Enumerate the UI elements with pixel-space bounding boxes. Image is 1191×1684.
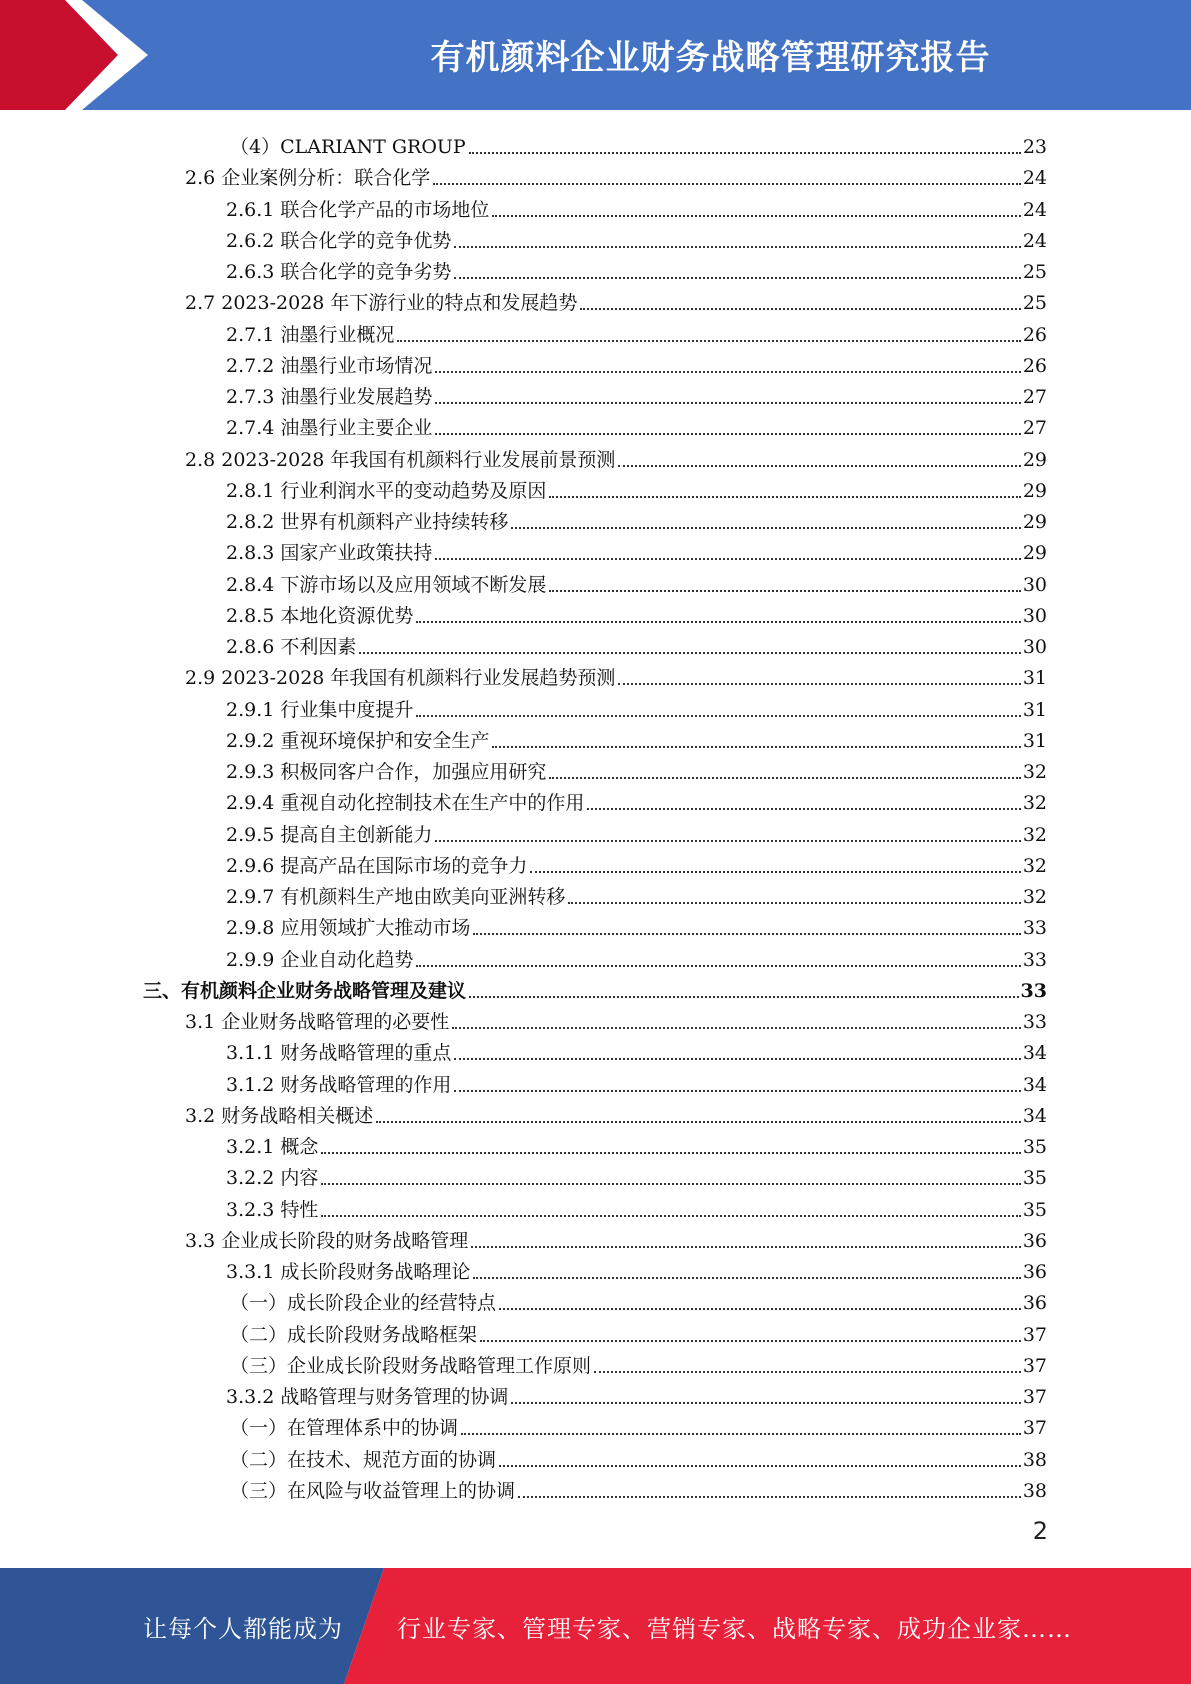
toc-entry-label: 2.9.5 提高自主创新能力 [226, 823, 433, 846]
toc-entry-page: 27 [1022, 386, 1047, 408]
toc-entry[interactable] [226, 597, 1047, 628]
toc-entry-label: （三）在风险与收益管理上的协调 [230, 1479, 516, 1502]
toc-entry[interactable] [226, 753, 1047, 784]
toc-dot-leader [376, 1120, 1021, 1123]
toc-dot-leader [530, 870, 1020, 873]
toc-entry-page: 30 [1022, 604, 1047, 627]
toc-dot-leader [549, 589, 1020, 592]
toc-entry-page: 32 [1022, 886, 1047, 908]
toc-entry-label: 3.1.2 财务战略管理的作用 [226, 1073, 452, 1096]
toc-entry[interactable] [226, 1253, 1047, 1284]
document-title: 有机颜料企业财务战略管理研究报告 [430, 37, 991, 78]
toc-entry-label: 2.8.4 下游市场以及应用领域不断发展 [226, 573, 547, 596]
toc-entry-label: 2.6.2 联合化学的竞争优势 [226, 229, 452, 252]
toc-entry-page: 37 [1022, 1323, 1047, 1346]
footer-slogan-left: 让每个人都能成为 [143, 1614, 343, 1643]
toc-entry-page: 24 [1022, 198, 1047, 221]
toc-entry-page: 37 [1022, 1417, 1047, 1440]
toc-entry-label: 2.6.3 联合化学的竞争劣势 [226, 261, 452, 283]
toc-entry-label: （三）企业成长阶段财务战略管理工作原则 [230, 1354, 592, 1377]
toc-entry[interactable] [226, 347, 1047, 378]
toc-dot-leader [454, 1089, 1020, 1092]
toc-entry[interactable] [185, 284, 1047, 315]
toc-dot-leader [469, 151, 1021, 154]
toc-entry-page: 34 [1022, 1073, 1047, 1096]
toc-entry[interactable] [226, 253, 1047, 284]
toc-entry-page: 24 [1022, 167, 1047, 190]
toc-entry[interactable] [226, 784, 1047, 815]
toc-entry-label: 2.8.1 行业利润水平的变动趋势及原因 [226, 479, 547, 502]
toc-dot-leader [416, 964, 1020, 967]
toc-dot-leader [499, 1307, 1021, 1310]
toc-entry[interactable] [226, 503, 1047, 534]
toc-entry[interactable] [226, 472, 1047, 503]
toc-dot-leader [435, 839, 1020, 842]
toc-entry[interactable] [226, 1159, 1047, 1190]
toc-entry-label: 2.8.5 本地化资源优势 [226, 604, 414, 627]
toc-entry-page: 31 [1022, 667, 1047, 690]
toc-entry-label: （4）CLARIANT GROUP [230, 136, 466, 158]
toc-entry[interactable] [226, 816, 1047, 847]
toc-dot-leader [618, 682, 1020, 685]
toc-entry-page: 34 [1022, 1042, 1047, 1065]
toc-entry-label: 三、有机颜料企业财务战略管理及建议 [143, 979, 467, 1002]
toc-entry-label: 2.9 2023-2028 年我国有机颜料行业发展趋势预测 [185, 667, 616, 690]
toc-dot-leader [568, 901, 1020, 904]
toc-entry[interactable] [185, 1097, 1047, 1128]
toc-dot-leader [454, 276, 1020, 279]
footer-banner [0, 1568, 1191, 1684]
toc-entry-page: 33 [1022, 917, 1047, 940]
toc-entry-page: 31 [1022, 698, 1047, 721]
toc-entry-page: 37 [1022, 1354, 1047, 1377]
toc-entry[interactable] [230, 1409, 1047, 1440]
toc-dot-leader [471, 1245, 1021, 1248]
toc-dot-leader [594, 1370, 1021, 1373]
toc-entry-label: 2.8.3 国家产业政策扶持 [226, 542, 433, 565]
toc-entry[interactable] [230, 1316, 1047, 1347]
toc-entry-page: 32 [1022, 823, 1047, 846]
toc-entry-page: 29 [1022, 479, 1047, 502]
toc-entry-label: 2.9.2 重视环境保护和安全生产 [226, 729, 490, 752]
toc-dot-leader [461, 1432, 1021, 1435]
toc-dot-leader [469, 995, 1019, 998]
toc-entry-page: 38 [1022, 1479, 1047, 1502]
toc-entry-label: 2.9.4 重视自动化控制技术在生产中的作用 [226, 792, 585, 815]
toc-entry[interactable] [226, 847, 1047, 878]
toc-entry-page: 35 [1022, 1136, 1047, 1158]
toc-entry-label: 2.9.7 有机颜料生产地由欧美向亚洲转移 [226, 886, 566, 908]
toc-entry-page: 33 [1022, 948, 1047, 971]
toc-entry[interactable] [226, 722, 1047, 753]
toc-entry-page: 37 [1022, 1386, 1047, 1408]
toc-entry[interactable] [230, 1284, 1047, 1315]
toc-entry-label: 3.2.1 概念 [226, 1136, 319, 1158]
toc-entry[interactable] [226, 1034, 1047, 1065]
toc-dot-leader [452, 1026, 1021, 1029]
toc-entry[interactable] [226, 409, 1047, 440]
toc-entry[interactable] [230, 1441, 1047, 1472]
toc-entry-page: 33 [1020, 979, 1047, 1002]
toc-entry[interactable] [226, 878, 1047, 909]
toc-entry[interactable] [226, 1378, 1047, 1409]
toc-dot-leader [321, 1151, 1020, 1154]
toc-entry-label: 2.9.1 行业集中度提升 [226, 698, 414, 721]
toc-entry-label: （二）在技术、规范方面的协调 [230, 1448, 497, 1471]
toc-dot-leader [321, 1214, 1020, 1217]
toc-dot-leader [492, 745, 1020, 748]
toc-entry-page: 30 [1022, 573, 1047, 596]
toc-entry-page: 26 [1022, 323, 1047, 346]
toc-entry-page: 32 [1022, 792, 1047, 815]
toc-entry-label: 3.1 企业财务战略管理的必要性 [185, 1011, 450, 1033]
toc-entry-label: 2.6 企业案例分析：联合化学 [185, 167, 431, 190]
toc-dot-leader [492, 214, 1020, 217]
toc-entry-page: 38 [1022, 1448, 1047, 1471]
toc-entry-page: 36 [1022, 1229, 1047, 1252]
toc-dot-leader [549, 495, 1020, 498]
toc-dot-leader [397, 339, 1020, 342]
toc-dot-leader [454, 245, 1020, 248]
toc-entry[interactable] [226, 534, 1047, 565]
toc-entry-page: 23 [1022, 136, 1047, 158]
toc-entry-page: 30 [1022, 636, 1047, 658]
toc-dot-leader [518, 1495, 1021, 1498]
toc-entry-page: 32 [1022, 854, 1047, 877]
toc-entry-page: 33 [1022, 1011, 1047, 1033]
page-number: 2 [1032, 1517, 1048, 1545]
toc-entry[interactable] [185, 441, 1047, 472]
toc-entry[interactable] [226, 191, 1047, 222]
toc-entry-label: 2.9.3 积极同客户合作，加强应用研究 [226, 761, 547, 783]
toc-dot-leader [435, 401, 1020, 404]
toc-dot-leader [473, 932, 1020, 935]
toc-dot-leader [473, 1276, 1020, 1279]
toc-entry-page: 27 [1022, 417, 1047, 440]
toc-dot-leader [499, 1464, 1021, 1467]
toc-entry-label: 2.7.1 油墨行业概况 [226, 323, 395, 346]
toc-entry[interactable] [226, 691, 1047, 722]
toc-dot-leader [359, 651, 1020, 654]
toc-entry[interactable] [226, 1066, 1047, 1097]
toc-entry-page: 31 [1022, 729, 1047, 752]
toc-entry-label: （一）在管理体系中的协调 [230, 1417, 459, 1440]
toc-entry[interactable] [230, 1347, 1047, 1378]
toc-entry-label: 2.7.2 油墨行业市场情况 [226, 354, 433, 377]
toc-entry-label: 3.2.2 内容 [226, 1167, 319, 1190]
toc-entry-label: 2.7 2023-2028 年下游行业的特点和发展趋势 [185, 292, 578, 315]
toc-dot-leader [433, 182, 1021, 185]
toc-entry-page: 29 [1022, 542, 1047, 565]
toc-dot-leader [454, 1057, 1020, 1060]
toc-dot-leader [435, 370, 1020, 373]
toc-dot-leader [416, 714, 1020, 717]
toc-dot-leader [321, 1182, 1020, 1185]
toc-entry[interactable] [230, 128, 1047, 159]
header-arrow-icon [0, 0, 160, 110]
toc-entry-label: 3.3.2 战略管理与财务管理的协调 [226, 1386, 509, 1408]
toc-entry-page: 25 [1022, 261, 1047, 283]
toc-entry[interactable] [185, 159, 1047, 190]
toc-entry-label: 2.8.6 不利因素 [226, 636, 357, 658]
toc-entry-page: 25 [1022, 292, 1047, 315]
toc-entry[interactable] [226, 316, 1047, 347]
toc-dot-leader [511, 1401, 1020, 1404]
toc-entry[interactable] [226, 378, 1047, 409]
toc-entry-label: 2.7.3 油墨行业发展趋势 [226, 386, 433, 408]
header-banner [0, 0, 1191, 110]
toc-dot-leader [587, 807, 1020, 810]
toc-entry[interactable] [226, 566, 1047, 597]
toc-entry[interactable] [226, 1128, 1047, 1159]
toc-dot-leader [549, 776, 1020, 779]
toc-entry-label: 3.3 企业成长阶段的财务战略管理 [185, 1229, 469, 1252]
toc-entry-label: 3.2.3 特性 [226, 1198, 319, 1221]
toc-entry-page: 29 [1022, 448, 1047, 471]
toc-entry-label: 2.9.8 应用领域扩大推动市场 [226, 917, 471, 940]
toc-entry-page: 29 [1022, 511, 1047, 533]
toc-dot-leader [618, 464, 1020, 467]
toc-entry-label: （二）成长阶段财务战略框架 [230, 1323, 478, 1346]
toc-dot-leader [416, 620, 1020, 623]
toc-entry[interactable] [226, 628, 1047, 659]
toc-entry-page: 34 [1022, 1104, 1047, 1127]
toc-entry-label: 2.9.6 提高产品在国际市场的竞争力 [226, 854, 528, 877]
toc-entry-label: 2.9.9 企业自动化趋势 [226, 948, 414, 971]
toc-dot-leader [580, 307, 1020, 310]
toc-entry-page: 35 [1022, 1198, 1047, 1221]
toc-entry-page: 26 [1022, 354, 1047, 377]
toc-entry-label: 3.2 财务战略相关概述 [185, 1104, 374, 1127]
toc-entry-label: 2.6.1 联合化学产品的市场地位 [226, 198, 490, 221]
toc-entry-page: 24 [1022, 229, 1047, 252]
toc-entry-page: 36 [1022, 1292, 1047, 1315]
toc-entry[interactable] [226, 222, 1047, 253]
toc-entry-label: 3.3.1 成长阶段财务战略理论 [226, 1261, 471, 1283]
toc-entry[interactable] [185, 1003, 1047, 1034]
footer-slogan-right: 行业专家、管理专家、营销专家、战略专家、成功企业家…… [397, 1614, 1072, 1643]
toc-entry[interactable] [185, 659, 1047, 690]
toc-entry-label: 2.8.2 世界有机颜料产业持续转移 [226, 511, 509, 533]
toc-entry[interactable] [226, 1191, 1047, 1222]
toc-entry[interactable] [143, 972, 1047, 1003]
toc-dot-leader [435, 432, 1020, 435]
toc-entry-page: 36 [1022, 1261, 1047, 1283]
toc-dot-leader [511, 526, 1020, 529]
toc-dot-leader [480, 1339, 1021, 1342]
toc-entry[interactable] [226, 941, 1047, 972]
toc-entry-label: （一）成长阶段企业的经营特点 [230, 1292, 497, 1315]
toc-entry[interactable] [230, 1472, 1047, 1503]
toc-entry-page: 32 [1022, 761, 1047, 783]
toc-entry-label: 2.7.4 油墨行业主要企业 [226, 417, 433, 440]
toc-entry[interactable] [185, 1222, 1047, 1253]
toc-entry-page: 35 [1022, 1167, 1047, 1190]
toc-entry-label: 3.1.1 财务战略管理的重点 [226, 1042, 452, 1065]
toc-entry[interactable] [226, 909, 1047, 940]
toc-dot-leader [435, 557, 1020, 560]
toc-entry-label: 2.8 2023-2028 年我国有机颜料行业发展前景预测 [185, 448, 616, 471]
